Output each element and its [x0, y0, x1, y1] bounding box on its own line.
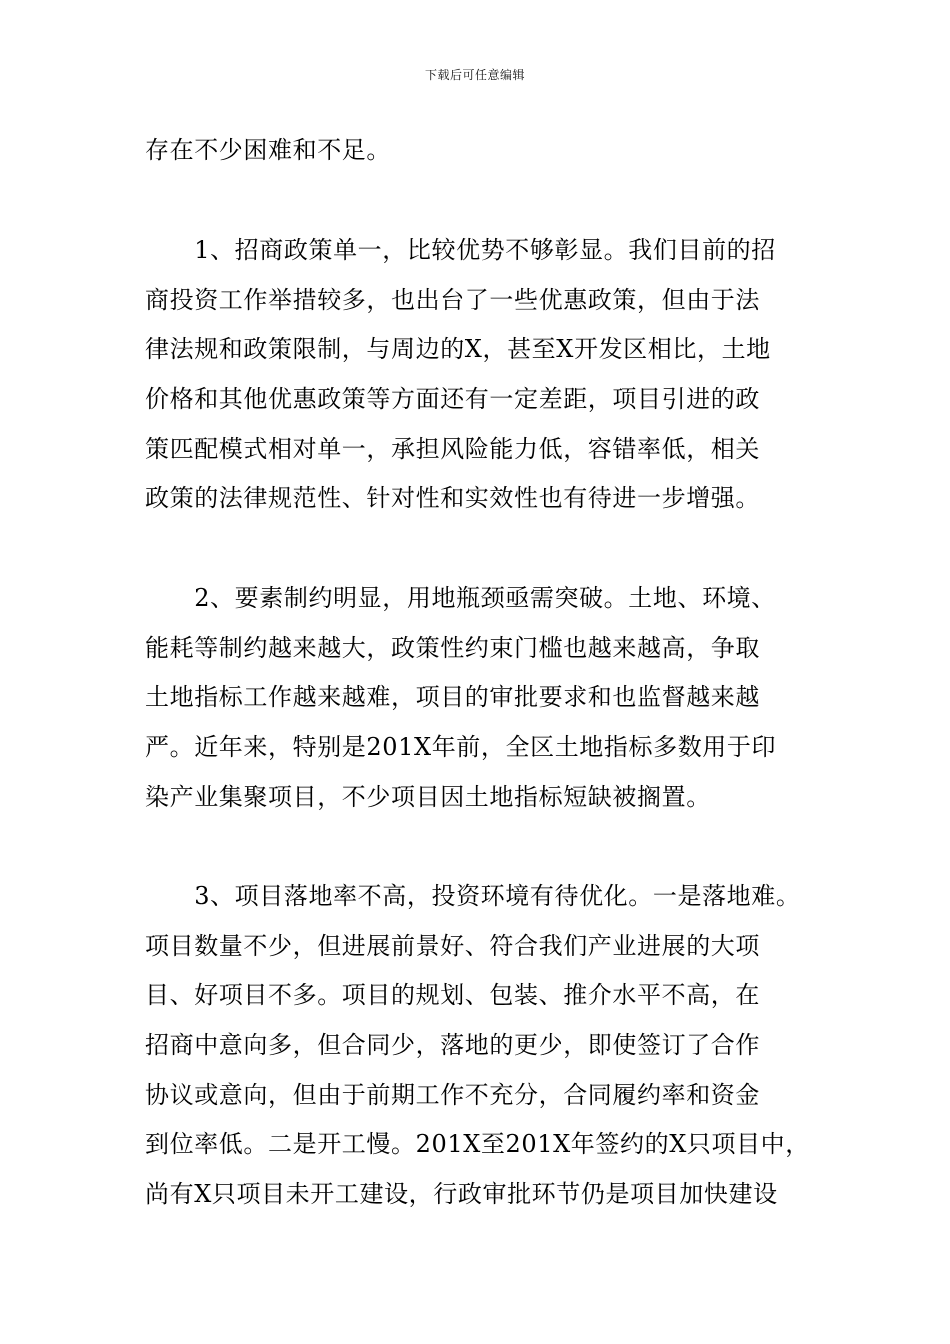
text-line: 商投资工作举措较多，也出台了一些优惠政策，但由于法	[145, 285, 760, 314]
paragraph-item-3	[145, 872, 825, 1220]
text-line: 染产业集聚项目，不少项目因土地指标短缺被搁置。	[145, 782, 711, 811]
text-line: 1、招商政策单一，比较优势不够彰显。我们目前的招	[145, 236, 776, 264]
text-line: 3、项目落地率不高，投资环境有待优化。一是落地难。	[145, 882, 801, 910]
paragraph-intro	[145, 126, 825, 176]
text-line: 招商中意向多，但合同少，落地的更少，即使签订了合作	[145, 1031, 760, 1060]
paragraph-item-2	[145, 574, 825, 822]
paragraph-item-1	[145, 226, 825, 524]
page-header-note: 下载后可任意编辑	[424, 68, 525, 82]
text-line: 价格和其他优惠政策等方面还有一定差距，项目引进的政	[145, 385, 760, 414]
text-line: 目、好项目不多。项目的规划、包装、推介水平不高，在	[145, 981, 760, 1010]
text-line: 土地指标工作越来越难，项目的审批要求和也监督越来越	[145, 683, 760, 712]
text-line: 尚有X只项目未开工建设，行政审批环节仍是项目加快建设	[145, 1180, 778, 1209]
text-line: 协议或意向，但由于前期工作不充分，合同履约率和资金	[145, 1080, 760, 1109]
text-line: 到位率低。二是开工慢。201X至201X年签约的X只项目中，	[145, 1130, 810, 1159]
text-line: 策匹配模式相对单一，承担风险能力低，容错率低，相关	[145, 434, 760, 463]
text-line: 2、要素制约明显，用地瓶颈亟需突破。土地、环境、	[145, 584, 776, 612]
text-line: 严。近年来，特别是201X年前，全区土地指标多数用于印	[145, 733, 777, 762]
text-line: 存在不少困难和不足。	[145, 136, 391, 164]
text-line: 政策的法律规范性、针对性和实效性也有待进一步增强。	[145, 484, 760, 513]
text-line: 项目数量不少，但进展前景好、符合我们产业进展的大项	[145, 931, 760, 960]
text-line: 律法规和政策限制，与周边的X，甚至X开发区相比，土地	[145, 335, 771, 364]
text-line: 能耗等制约越来越大，政策性约束门槛也越来越高，争取	[145, 633, 760, 662]
